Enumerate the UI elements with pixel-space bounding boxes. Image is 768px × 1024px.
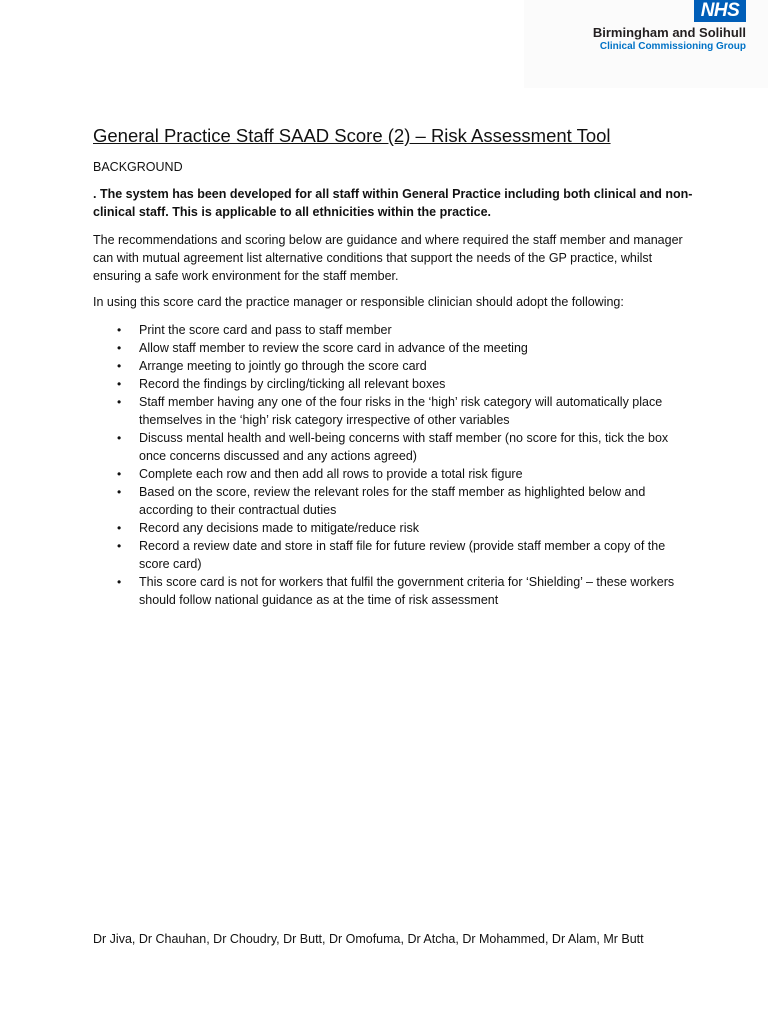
bullet-icon: • (117, 323, 122, 337)
instructions-paragraph: In using this score card the practice manager or responsible clinician should adopt the following: (93, 295, 624, 309)
list-item: • Discuss mental health and well-being concerns with staff member (no score for this, tick the box once concerns discussed and any actions agreed) (117, 431, 669, 463)
intro-paragraph: . The system has been developed for all staff within General Practice including both clinical and non-clinical staff. This is applicable to all ethnicities within the practice. (93, 187, 693, 219)
bullet-icon: • (117, 539, 122, 553)
list-item: • Print the score card and pass to staff member (117, 323, 392, 337)
guidance-paragraph: The recommendations and scoring below are guidance and where required the staff member and manager can with mutual agreement list alternative conditions that support the needs of the GP practice, whilst ensuring a safe work environment for the staff member. (93, 233, 683, 283)
authors-footer: Dr Jiva, Dr Chauhan, Dr Choudry, Dr Butt, Dr Omofuma, Dr Atcha, Dr Mohammed, Dr Alam, Mr Butt (93, 932, 644, 946)
bullet-icon: • (117, 341, 122, 355)
bullet-icon: • (117, 377, 122, 391)
instruction-list (93, 321, 693, 609)
bullet-icon: • (117, 431, 122, 445)
org-name: Birmingham and Solihull (592, 25, 746, 40)
list-item: • Complete each row and then add all rows to provide a total risk figure (117, 467, 523, 481)
bullet-icon: • (117, 485, 122, 499)
list-item: • Record any decisions made to mitigate/reduce risk (117, 521, 419, 535)
org-subtitle: Clinical Commissioning Group (599, 41, 746, 52)
list-item: • Based on the score, review the relevant roles for the staff member as highlighted below and according to their contractual duties (117, 485, 646, 517)
document-title: General Practice Staff SAAD Score (2) – Risk Assessment Tool (93, 125, 611, 146)
list-item: • Staff member having any one of the four risks in the ‘high’ risk category will automatically place themselves in the ‘high’ risk category irrespective of other variables (117, 395, 663, 427)
bullet-icon: • (117, 467, 122, 481)
bullet-icon: • (117, 359, 122, 373)
list-item: • Record the findings by circling/ticking all relevant boxes (117, 377, 446, 391)
list-item: • This score card is not for workers that fulfil the government criteria for ‘Shielding’ – these workers should follow national guidance as at the time of risk assessment (117, 575, 675, 607)
nhs-logo: NHS (694, 0, 746, 22)
bullet-icon: • (117, 395, 122, 409)
section-heading: BACKGROUND (93, 160, 183, 174)
list-item: • Allow staff member to review the score card in advance of the meeting (117, 341, 528, 355)
list-item: • Arrange meeting to jointly go through the score card (117, 359, 427, 373)
bullet-icon: • (117, 521, 122, 535)
bullet-icon: • (117, 575, 122, 589)
list-item: • Record a review date and store in staff file for future review (provide staff member a copy of the score card) (117, 539, 666, 571)
